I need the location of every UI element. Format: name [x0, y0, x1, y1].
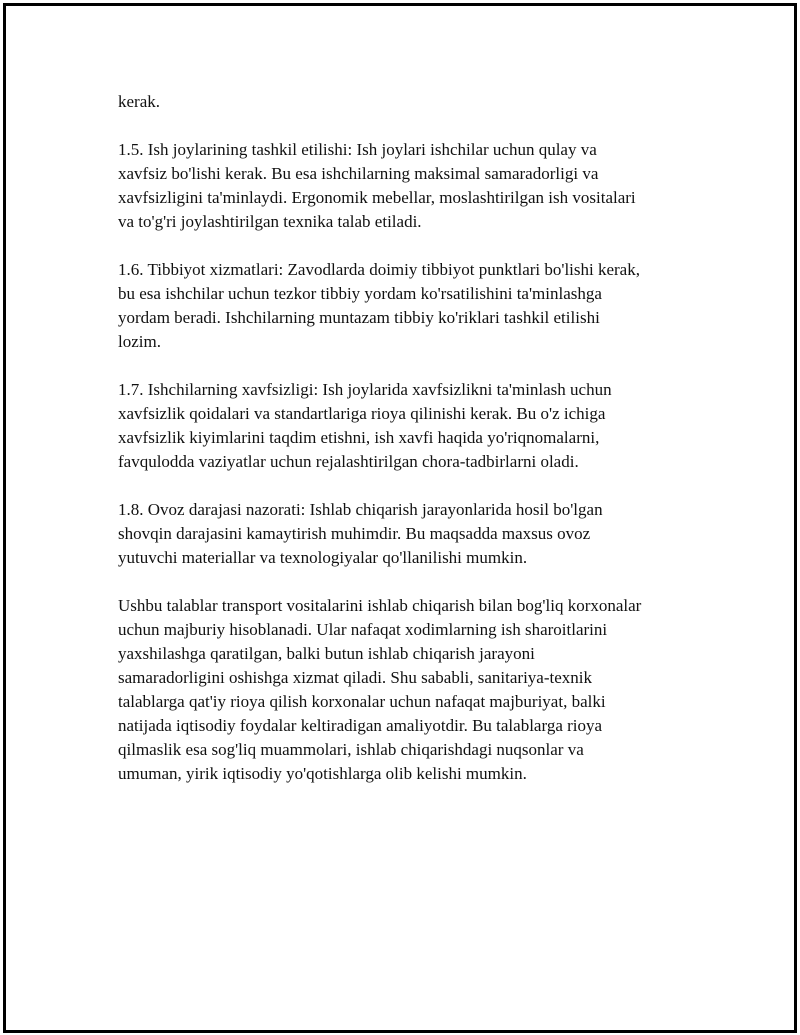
- document-body: [118, 90, 708, 810]
- text-line: yordam beradi. Ishchilarning muntazam tibbiy ko'riklari tashkil etilishi: [118, 308, 600, 327]
- text-line: va to'g'ri joylashtirilgan texnika talab etiladi.: [118, 212, 422, 231]
- paragraph-1-8-noise-control: [118, 498, 708, 570]
- text-line: lozim.: [118, 332, 161, 351]
- text-line: 1.6. Tibbiyot xizmatlari: Zavodlarda doimiy tibbiyot punktlari bo'lishi kerak,: [118, 260, 640, 279]
- text-line: yaxshilashga qaratilgan, balki butun ishlab chiqarish jarayoni: [118, 644, 535, 663]
- text-line: samaradorligini oshishga xizmat qiladi. Shu sababli, sanitariya-texnik: [118, 668, 593, 687]
- text-line: shovqin darajasini kamaytirish muhimdir. Bu maqsadda maxsus ovoz: [118, 524, 591, 543]
- paragraph-1-6-medical-services: [118, 258, 708, 354]
- text-line: talablarga qat'iy rioya qilish korxonalar uchun nafaqat majburiyat, balki: [118, 692, 606, 711]
- text-line: xavfsizlik kiyimlarini taqdim etishni, ish xavfi haqida yo'riqnomalarni,: [118, 428, 600, 447]
- text-line: kerak.: [118, 92, 161, 111]
- paragraph-continuation: [118, 90, 708, 114]
- text-line: qilmaslik esa sog'liq muammolari, ishlab chiqarishdagi nuqsonlar va: [118, 740, 584, 759]
- text-line: umuman, yirik iqtisodiy yo'qotishlarga olib kelishi mumkin.: [118, 764, 527, 783]
- text-line: xavfsizligini ta'minlaydi. Ergonomik mebellar, moslashtirilgan ish vositalari: [118, 188, 636, 207]
- text-line: xavfsiz bo'lishi kerak. Bu esa ishchilarning maksimal samaradorligi va: [118, 164, 599, 183]
- text-line: xavfsizlik qoidalari va standartlariga rioya qilinishi kerak. Bu o'z ichiga: [118, 404, 606, 423]
- paragraph-1-5-workplace-organization: [118, 138, 708, 234]
- text-line: 1.5. Ish joylarining tashkil etilishi: Ish joylari ishchilar uchun qulay va: [118, 140, 597, 159]
- text-line: bu esa ishchilar uchun tezkor tibbiy yordam ko'rsatilishini ta'minlashga: [118, 284, 602, 303]
- text-line: Ushbu talablar transport vositalarini ishlab chiqarish bilan bog'liq korxonalar: [118, 596, 642, 615]
- text-line: natijada iqtisodiy foydalar keltiradigan amaliyotdir. Bu talablarga rioya: [118, 716, 603, 735]
- text-line: favqulodda vaziyatlar uchun rejalashtirilgan chora-tadbirlarni oladi.: [118, 452, 579, 471]
- text-line: uchun majburiy hisoblanadi. Ular nafaqat xodimlarning ish sharoitlarini: [118, 620, 608, 639]
- paragraph-conclusion: [118, 594, 708, 786]
- text-line: yutuvchi materiallar va texnologiyalar qo'llanilishi mumkin.: [118, 548, 528, 567]
- paragraph-1-7-worker-safety: [118, 378, 708, 474]
- text-line: 1.7. Ishchilarning xavfsizligi: Ish joylarida xavfsizlikni ta'minlash uchun: [118, 380, 612, 399]
- text-line: 1.8. Ovoz darajasi nazorati: Ishlab chiqarish jarayonlarida hosil bo'lgan: [118, 500, 603, 519]
